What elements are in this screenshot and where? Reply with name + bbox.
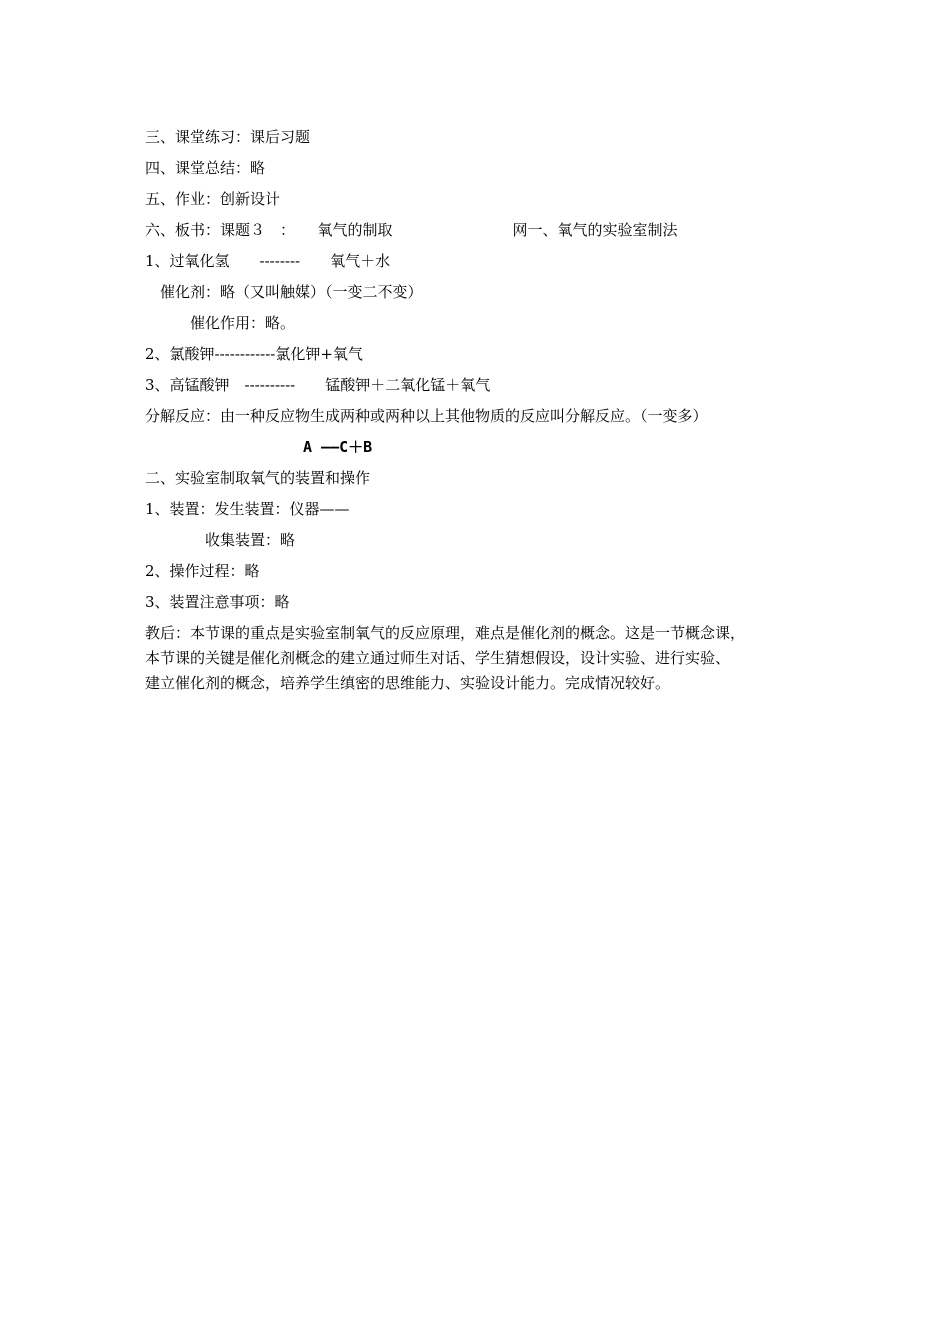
section-homework: 五、作业：创新设计 <box>145 190 281 208</box>
operation-process: 2、操作过程：略 <box>145 562 260 580</box>
decomposition-definition: 分解反应：由一种反应物生成两种或两种以上其他物质的反应叫分解反应。（一变多） <box>145 407 708 425</box>
apparatus-notes: 3、装置注意事项：略 <box>145 593 290 611</box>
reaction-potassium-chlorate: 2、氯酸钾------------氯化钾+氧气 <box>145 345 363 363</box>
catalysis-note: 催化作用：略。 <box>145 314 296 332</box>
section-summary: 四、课堂总结：略 <box>145 159 266 177</box>
reflection-line: 教后：本节课的重点是实验室制氧气的反应原理，难点是催化剂的概念。这是一节概念课， <box>145 624 746 642</box>
teaching-reflection <box>145 621 825 696</box>
reflection-line: 建立催化剂的概念，培养学生缜密的思维能力、实验设计能力。完成情况较好。 <box>145 674 671 692</box>
reflection-line: 本节课的关键是催化剂概念的建立通过师生对话、学生猜想假设，设计实验、进行实验、 <box>145 649 731 667</box>
decomposition-formula: A ——C＋B <box>303 438 373 456</box>
apparatus-collector: 收集装置：略 <box>145 531 296 549</box>
section-apparatus: 二、实验室制取氧气的装置和操作 <box>145 469 371 487</box>
catalyst-note: 催化剂：略（又叫触媒）（一变二不变） <box>145 283 423 301</box>
apparatus-generator: 1、装置：发生装置：仪器—— <box>145 500 350 518</box>
section-blackboard: 六、板书：课题３ ： 氧气的制取 网一、氧气的实验室制法 <box>145 221 678 239</box>
reaction-potassium-permanganate: 3、高锰酸钾 ---------- 锰酸钾＋二氧化锰＋氧气 <box>145 376 491 394</box>
section-exercise: 三、课堂练习：课后习题 <box>145 128 311 146</box>
reaction-hydrogen-peroxide: 1、过氧化氢 -------- 氧气＋水 <box>145 252 391 270</box>
